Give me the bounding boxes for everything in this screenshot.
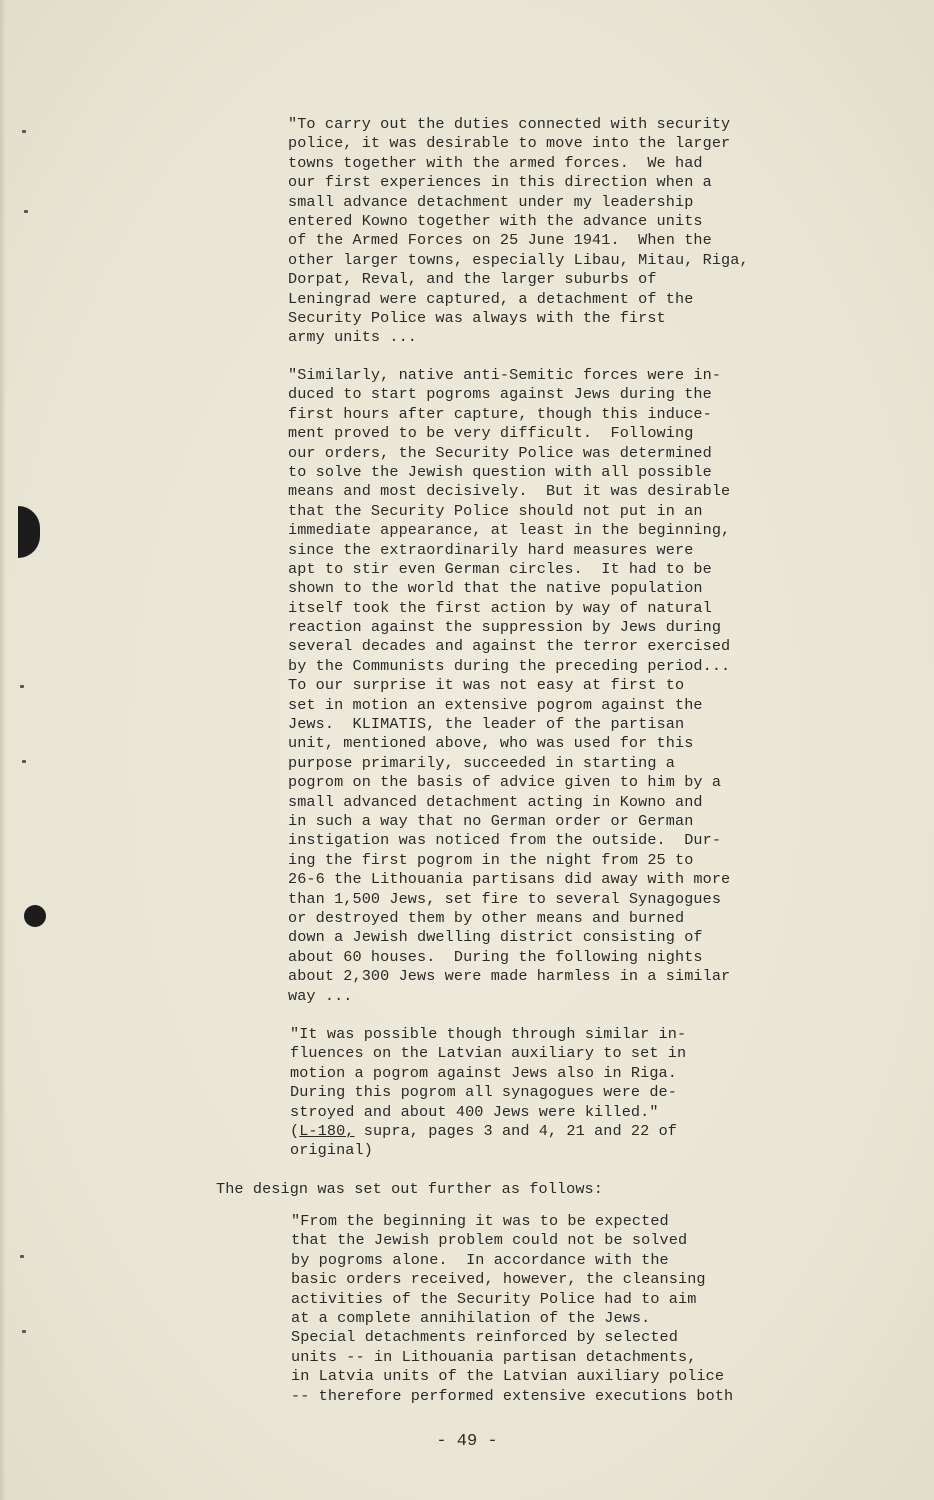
quote-security-police (288, 115, 749, 348)
quote-annihilation (291, 1212, 733, 1406)
text-line: immediate appearance, at least in the beginning, (288, 521, 731, 540)
text-line: "To carry out the duties connected with security (288, 115, 731, 133)
text-line: apt to stir even German circles. It had to be (288, 559, 712, 578)
text-line: During this pogrom all synagogues were de- (290, 1083, 677, 1102)
text-line: activities of the Security Police had to aim (291, 1289, 697, 1308)
page-number: - 49 - (436, 1432, 498, 1451)
text-line: towns together with the armed forces. We had (288, 153, 703, 172)
text-line: way ... (288, 986, 353, 1005)
text-line: "Similarly, native anti-Semitic forces were in- (288, 366, 722, 384)
text-line: ing the first pogrom in the night from 25 to (288, 850, 694, 869)
citation-line-end: original) (290, 1141, 373, 1160)
text-line: small advance detachment under my leadership (288, 192, 694, 211)
text-line: "From the beginning it was to be expected (291, 1212, 669, 1230)
text-line: shown to the world that the native population (288, 579, 703, 598)
text-line: To our surprise it was not easy at first to (288, 676, 685, 695)
text-line: itself took the first action by way of natural (288, 598, 712, 617)
text-line: about 60 houses. During the following nights (288, 947, 703, 966)
text-line: by the Communists during the preceding period... (288, 656, 731, 675)
text-line: purpose primarily, succeeded in starting a (288, 753, 675, 772)
text-line: Special detachments reinforced by selected (291, 1328, 678, 1347)
text-line: instigation was noticed from the outside. Dur- (288, 831, 722, 850)
quote-riga (290, 1025, 686, 1161)
text-line: basic orders received, however, the cleansing (291, 1270, 706, 1289)
text-line: than 1,500 Jews, set fire to several Synagogues (288, 889, 722, 908)
text-line: "It was possible though through similar in- (290, 1025, 687, 1043)
margin-mark (20, 685, 24, 688)
binder-hole-top (18, 506, 40, 558)
text-line: units -- in Lithouania partisan detachments, (291, 1347, 697, 1366)
text-line: in such a way that no German order or German (288, 811, 694, 830)
text-line: 26-6 the Lithouania partisans did away with more (288, 870, 731, 889)
text-line: reaction against the suppression by Jews during (288, 618, 722, 637)
text-line: to solve the Jewish question with all possible (288, 462, 712, 481)
text-line: Security Police was always with the first (288, 308, 666, 327)
text-line: our orders, the Security Police was determined (288, 443, 712, 462)
text-line: unit, mentioned above, who was used for this (288, 734, 694, 753)
citation-reference: L-180, (299, 1121, 355, 1140)
text-line: army units ... (288, 328, 417, 347)
text-line: or destroyed them by other means and burned (288, 908, 685, 927)
text-line: entered Kowno together with the advance units (288, 211, 703, 230)
text-line: in Latvia units of the Latvian auxiliary police (291, 1367, 725, 1386)
text-line: fluences on the Latvian auxiliary to set in (290, 1044, 687, 1063)
text-line: -- therefore performed extensive executions both (291, 1386, 734, 1405)
text-line: police, it was desirable to move into the larger (288, 134, 731, 153)
text-line: means and most decisively. But it was desirable (288, 482, 731, 501)
citation-open: ( (290, 1121, 300, 1140)
text-line: by pogroms alone. In accordance with the (291, 1250, 669, 1269)
text-line: Leningrad were captured, a detachment of the (288, 289, 694, 308)
margin-mark (22, 760, 26, 763)
text-line: pogrom on the basis of advice given to him by a (288, 773, 722, 792)
margin-mark (22, 130, 26, 133)
text-line: that the Jewish problem could not be solved (291, 1231, 688, 1250)
text-line: small advanced detachment acting in Kowno and (288, 792, 703, 811)
text-line: since the extraordinarily hard measures were (288, 540, 694, 559)
text-line: several decades and against the terror exercised (288, 637, 731, 656)
text-line: first hours after capture, though this induce- (288, 404, 712, 423)
margin-mark (22, 1330, 26, 1333)
narrative-paragraph (216, 1180, 603, 1199)
text-line: ment proved to be very difficult. Following (288, 424, 694, 443)
binder-hole-middle (24, 905, 46, 927)
text-line: The design was set out further as follows: (216, 1180, 603, 1198)
text-line: down a Jewish dwelling district consisting of (288, 928, 703, 947)
citation-line (290, 1122, 686, 1141)
margin-mark (20, 1255, 24, 1258)
text-line: set in motion an extensive pogrom against the (288, 695, 703, 714)
text-line: Jews. KLIMATIS, the leader of the partisan (288, 715, 685, 734)
text-line: about 2,300 Jews were made harmless in a similar (288, 967, 731, 986)
text-line: other larger towns, especially Libau, Mitau, Riga, (288, 250, 749, 269)
text-line: motion a pogrom against Jews also in Riga. (290, 1063, 677, 1082)
page-edge-shadow (0, 0, 6, 1500)
citation-rest: supra, pages 3 and 4, 21 and 22 of (354, 1121, 678, 1140)
text-line: that the Security Police should not put in an (288, 501, 703, 520)
quote-pogroms (288, 366, 730, 1006)
margin-mark (24, 210, 28, 213)
text-line: Dorpat, Reval, and the larger suburbs of (288, 270, 657, 289)
text-line: our first experiences in this direction when a (288, 173, 712, 192)
text-line: duced to start pogroms against Jews during the (288, 385, 712, 404)
text-line: at a complete annihilation of the Jews. (291, 1308, 651, 1327)
text-line: of the Armed Forces on 25 June 1941. When the (288, 231, 712, 250)
text-line: stroyed and about 400 Jews were killed." (290, 1102, 659, 1121)
